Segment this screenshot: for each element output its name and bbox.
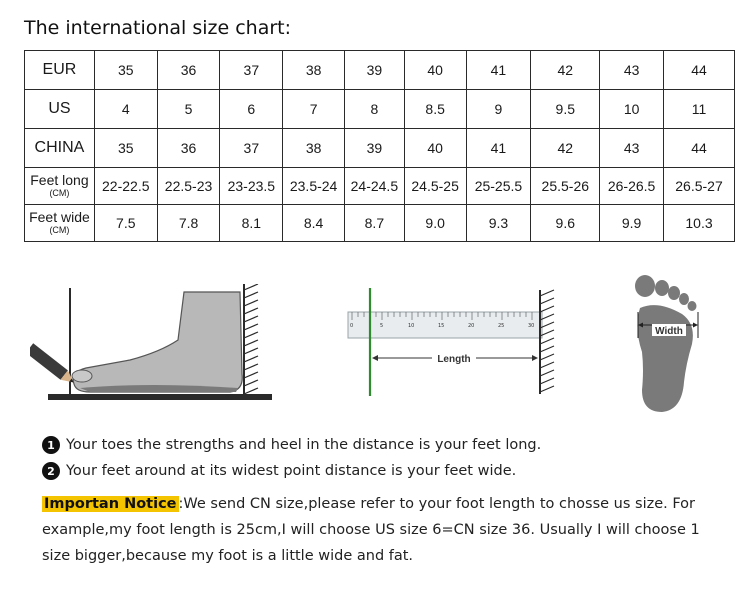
table-cell: 39	[345, 129, 405, 168]
table-cell: 22-22.5	[94, 168, 157, 205]
table-cell: 42	[531, 129, 600, 168]
page-title: The international size chart:	[24, 17, 292, 39]
notes-section	[42, 432, 732, 569]
table-cell: 25-25.5	[466, 168, 531, 205]
table-cell: 26.5-27	[664, 168, 735, 205]
arrow-right-icon	[532, 355, 538, 361]
floor-bar	[48, 394, 272, 400]
notice-text: :We send CN size,please refer to your foot length to chosse us size. For example,my foot length is 25cm,I will choose US size 6=CN size 36. Usually I will choose 1 size bigger,because my foot is a little wide and fat.	[42, 496, 700, 564]
row-header-cell	[25, 51, 95, 90]
footprint-illustration	[628, 272, 708, 418]
table-cell: 38	[283, 129, 345, 168]
ruler-tick-label: 30	[528, 323, 535, 329]
row-header-cell	[25, 129, 95, 168]
row-header-cell	[25, 90, 95, 129]
notice-label: Importan Notice	[44, 496, 177, 512]
table-cell: 41	[466, 129, 531, 168]
table-cell: 8.1	[220, 205, 283, 242]
table-row	[25, 205, 735, 242]
table-cell: 42	[531, 51, 600, 90]
table-cell: 37	[220, 51, 283, 90]
footprint-shape	[637, 305, 692, 412]
important-notice	[42, 491, 732, 569]
table-row	[25, 51, 735, 90]
table-cell: 10.3	[664, 205, 735, 242]
table-cell: 9.0	[404, 205, 466, 242]
table-cell: 43	[600, 129, 664, 168]
ruler-illustration	[342, 286, 562, 398]
foot-side-illustration	[30, 284, 275, 410]
note-text-2: Your feet around at its widest point distance is your feet wide.	[66, 463, 517, 479]
table-cell: 39	[345, 51, 405, 90]
note-text-1: Your toes the strengths and heel in the distance is your feet long.	[66, 437, 542, 453]
row-header-label: EUR	[42, 61, 77, 78]
table-cell: 23.5-24	[283, 168, 345, 205]
row-header-label: US	[48, 100, 71, 117]
toe-shape	[72, 370, 92, 382]
table-cell: 9	[466, 90, 531, 129]
table-cell: 7	[283, 90, 345, 129]
row-header-label: Feet long	[30, 172, 89, 188]
foot-shape	[73, 292, 242, 392]
table-cell: 8.7	[345, 205, 405, 242]
table-cell: 26-26.5	[600, 168, 664, 205]
note-item-1	[42, 432, 732, 458]
ruler-tick-label: 0	[350, 323, 354, 329]
ruler-tick-label: 5	[380, 323, 384, 329]
table-cell: 36	[157, 51, 220, 90]
table-cell: 37	[220, 129, 283, 168]
table-cell: 44	[664, 51, 735, 90]
width-label: Width	[655, 326, 683, 337]
row-header-cell	[25, 205, 95, 242]
toe	[668, 286, 680, 300]
table-cell: 40	[404, 129, 466, 168]
table-cell: 8.4	[283, 205, 345, 242]
big-toe	[635, 275, 655, 297]
number-2-badge: 2	[42, 462, 60, 480]
table-cell: 9.9	[600, 205, 664, 242]
table-cell: 9.5	[531, 90, 600, 129]
table-cell: 40	[404, 51, 466, 90]
table-cell: 44	[664, 129, 735, 168]
table-cell: 7.8	[157, 205, 220, 242]
table-cell: 11	[664, 90, 735, 129]
table-cell: 43	[600, 51, 664, 90]
table-cell: 5	[157, 90, 220, 129]
table-row	[25, 90, 735, 129]
table-cell: 22.5-23	[157, 168, 220, 205]
length-label: Length	[437, 354, 471, 365]
toe	[679, 293, 689, 305]
number-1-badge: 1	[42, 436, 60, 454]
ruler-tick-label: 15	[438, 323, 445, 329]
table-row	[25, 129, 735, 168]
row-header-label: Feet wide	[29, 209, 90, 225]
ruler-body	[348, 312, 542, 338]
ruler-tick-label: 10	[408, 323, 415, 329]
wall-hatch	[540, 290, 554, 392]
table-cell: 25.5-26	[531, 168, 600, 205]
note-item-2	[42, 458, 732, 484]
table-cell: 10	[600, 90, 664, 129]
size-chart-table	[24, 50, 735, 242]
table-cell: 8	[345, 90, 405, 129]
table-cell: 9.3	[466, 205, 531, 242]
table-cell: 8.5	[404, 90, 466, 129]
ruler-tick-label: 25	[498, 323, 505, 329]
table-cell: 7.5	[94, 205, 157, 242]
toe	[655, 280, 669, 296]
table-cell: 24.5-25	[404, 168, 466, 205]
row-header-unit: (CM)	[49, 188, 70, 198]
row-header-unit: (CM)	[49, 225, 70, 235]
table-cell: 4	[94, 90, 157, 129]
row-header-label: CHINA	[34, 139, 85, 156]
toe	[688, 301, 697, 311]
table-cell: 35	[94, 51, 157, 90]
wall-hatch	[244, 284, 258, 394]
table-cell: 36	[157, 129, 220, 168]
table-cell: 38	[283, 51, 345, 90]
table-row	[25, 168, 735, 205]
arrow-right-icon	[693, 323, 698, 328]
arrow-left-icon	[372, 355, 378, 361]
ruler-tick-label: 20	[468, 323, 475, 329]
table-cell: 24-24.5	[345, 168, 405, 205]
table-cell: 35	[94, 129, 157, 168]
table-cell: 6	[220, 90, 283, 129]
table-cell: 9.6	[531, 205, 600, 242]
row-header-cell	[25, 168, 95, 205]
table-cell: 23-23.5	[220, 168, 283, 205]
table-cell: 41	[466, 51, 531, 90]
